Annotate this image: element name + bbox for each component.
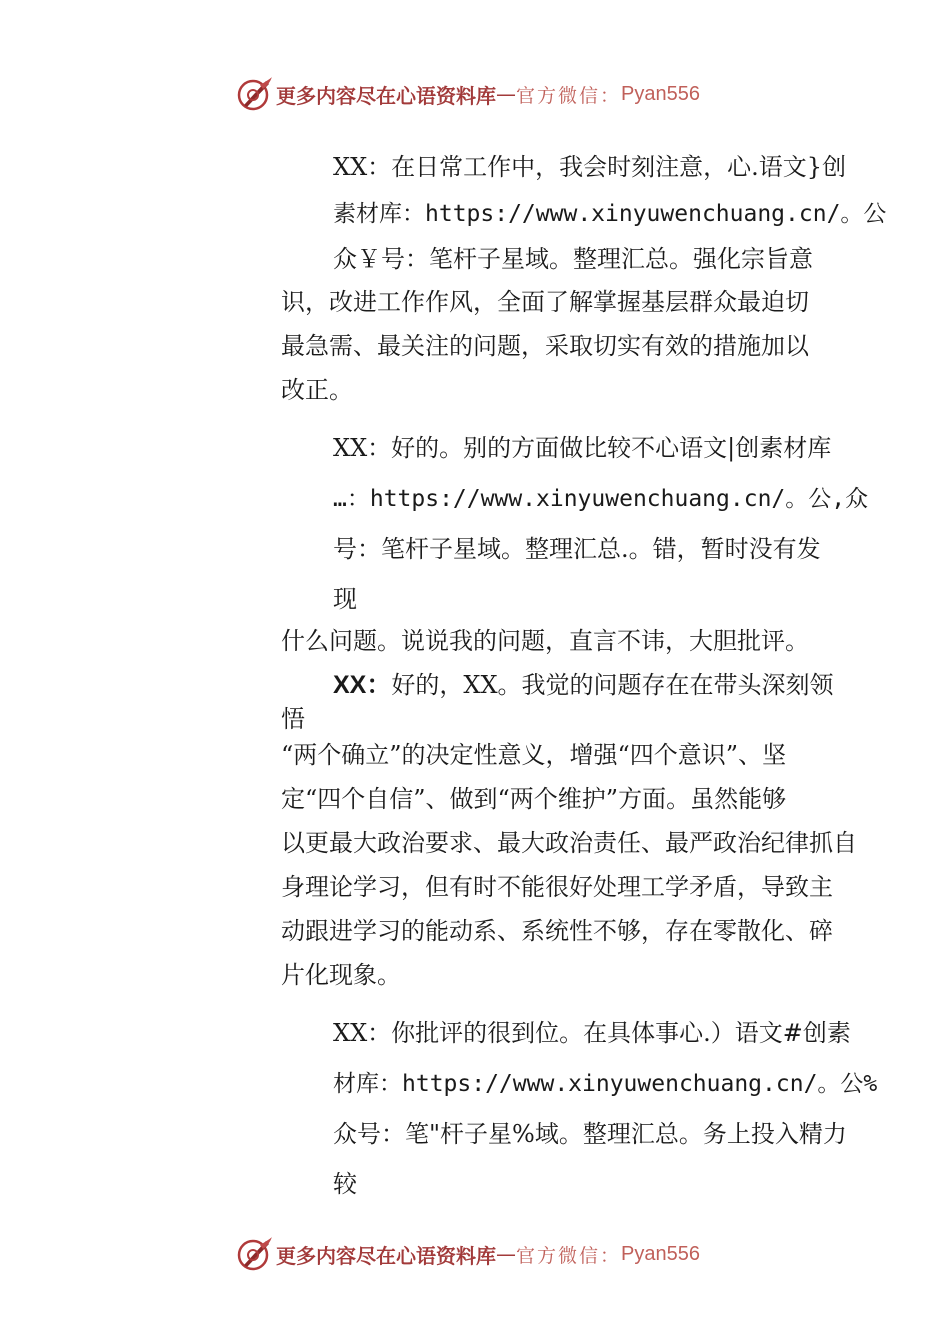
p3-line-5: 以更最大政治要求、最大政治责任、最严政治纪律抓自 bbox=[281, 829, 857, 857]
p3-line-4: 定“四个自信”、做到“两个维护”方面。虽然能够 bbox=[281, 785, 787, 813]
banner-wechat-id: Pyan556 bbox=[621, 82, 700, 105]
quill-logo-icon bbox=[236, 75, 274, 113]
p4-line-1: XX：你批评的很到位。在具体事心.）语文#创素 bbox=[333, 1019, 851, 1047]
banner-main-text: 更多内容尽在心语资料库 bbox=[276, 83, 496, 108]
p3-line-1 bbox=[333, 670, 834, 700]
p1-line-1: XX：在日常工作中，我会时刻注意，心.语文}创 bbox=[333, 153, 847, 181]
p1-line-6: 改正。 bbox=[281, 376, 353, 404]
footer-banner bbox=[236, 1234, 700, 1274]
p1-line-5: 最急需、最关注的问题，采取切实有效的措施加以 bbox=[281, 332, 809, 360]
banner-wechat-label: 官方微信： bbox=[516, 1244, 622, 1267]
p4-line-2: 材库：https://www.xinyuwenchuang.cn/。公% bbox=[333, 1071, 878, 1097]
p3-line-7: 动跟进学习的能动系、系统性不够，存在零散化、碎 bbox=[281, 917, 833, 945]
p3-line-2: 悟 bbox=[281, 705, 305, 733]
p3-speaker: XX： bbox=[333, 671, 392, 699]
p3-line-3: “两个确立”的决定性意义，增强“四个意识”、坚 bbox=[281, 741, 787, 769]
p2-line-1: XX：好的。别的方面做比较不心语文|创素材库 bbox=[333, 434, 832, 462]
banner-main-text: 更多内容尽在心语资料库 bbox=[276, 1243, 496, 1268]
banner-separator: — bbox=[496, 82, 516, 106]
p3-line-1-text: 好的，XX。我觉的问题存在在带头深刻领 bbox=[391, 671, 834, 699]
banner-wechat-id: Pyan556 bbox=[621, 1242, 700, 1265]
p1-line-4: 识，改进工作作风，全面了解掌握基层群众最迫切 bbox=[281, 288, 809, 316]
header-banner bbox=[236, 74, 700, 114]
p3-line-8: 片化现象。 bbox=[281, 961, 401, 989]
banner-separator: — bbox=[496, 1242, 516, 1266]
p2-line-2: …：https://www.xinyuwenchuang.cn/。公,众 bbox=[333, 486, 869, 512]
p2-line-3: 号：笔杆子星域。整理汇总.。错，暂时没有发 bbox=[333, 535, 821, 563]
p4-line-3: 众号：笔"杆子星%域。整理汇总。务上投入精力 bbox=[333, 1120, 847, 1148]
p2-line-5: 什么问题。说说我的问题，直言不讳，大胆批评。 bbox=[281, 627, 809, 655]
quill-logo-icon bbox=[236, 1235, 274, 1273]
p3-line-6: 身理论学习，但有时不能很好处理工学矛盾，导致主 bbox=[281, 873, 833, 901]
p1-line-3: 众￥号：笔杆子星域。整理汇总。强化宗旨意 bbox=[333, 245, 813, 273]
p4-line-4: 较 bbox=[333, 1170, 357, 1198]
p1-line-2: 素材库：https://www.xinyuwenchuang.cn/。公 bbox=[333, 201, 887, 227]
banner-wechat-label: 官方微信： bbox=[516, 84, 622, 107]
p2-line-4: 现 bbox=[333, 585, 357, 613]
